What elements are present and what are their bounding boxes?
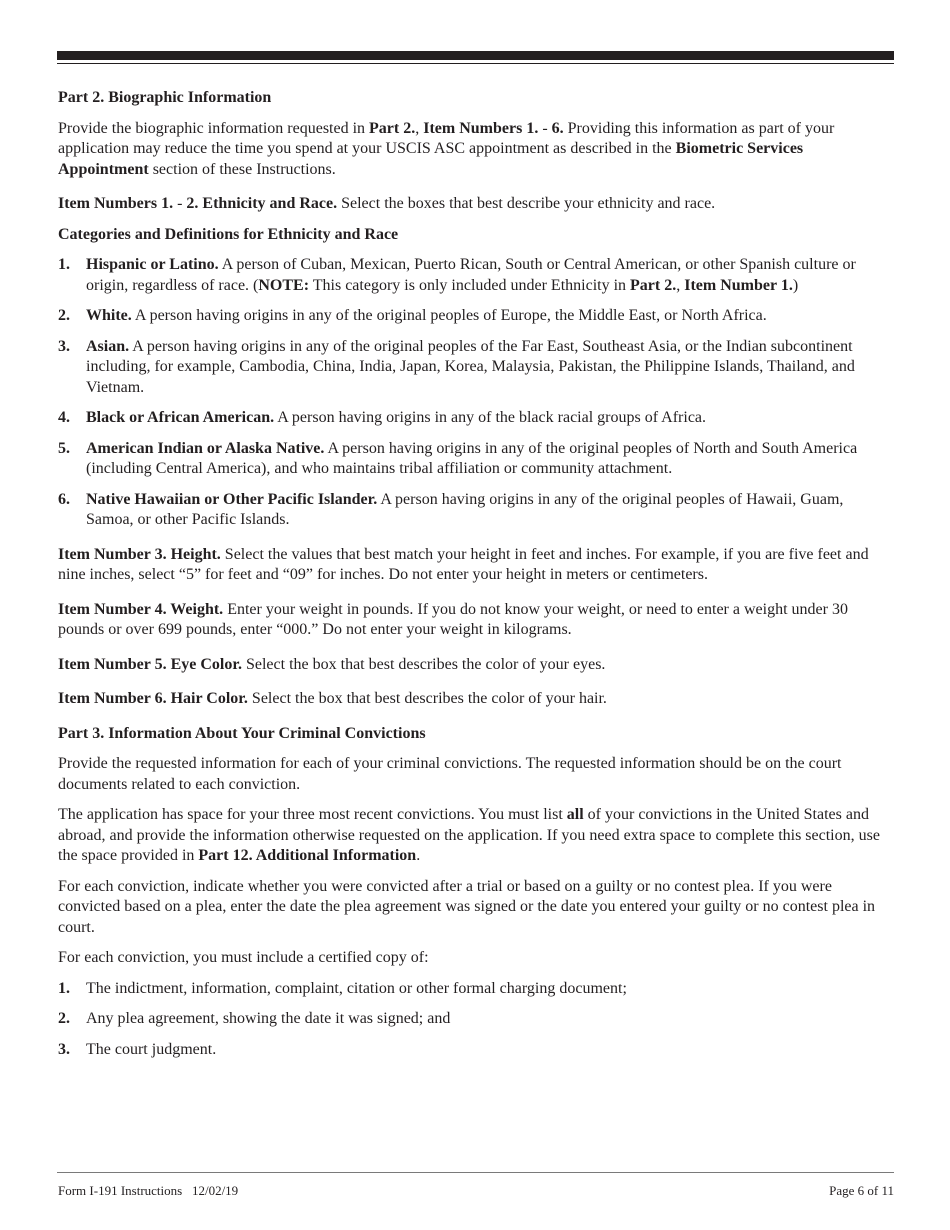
part2-intro: Provide the biographic information requested in Part 2., Item Numbers 1. - 6. Providing this information as part of your application may reduce the time you spend at your USCIS ASC appointment as described in the Biometric Services Appointment section of these Instructions.: [58, 119, 835, 178]
part3-paragraph-1: Provide the requested information for each of your criminal convictions. The requested information should be on the court documents related to each conviction.: [58, 755, 842, 793]
certified-copy-list: [58, 979, 894, 1061]
footer-page-number: Page 6 of 11: [829, 1183, 894, 1198]
footer-form-label: Form I-191 Instructions 12/02/19: [58, 1183, 239, 1198]
header-thin-rule: [57, 63, 894, 64]
categories-heading: Categories and Definitions for Ethnicity and Race: [58, 225, 399, 243]
item-number-3-paragraph: Item Number 3. Height. Select the values that best match your height in feet and inches. For example, if you are five feet and nine inches, select “5” for feet and “09” for inches. Do not enter your height in meters or centimeters.: [58, 545, 869, 583]
list-item: 4. Black or African American. A person having origins in any of the black racial groups of Africa.: [58, 409, 707, 426]
item-numbers-1-2-paragraph: Item Numbers 1. - 2. Ethnicity and Race. Select the boxes that best describe your ethnicity and race.: [58, 195, 716, 212]
part3-paragraph-2: The application has space for your three most recent convictions. You must list all of your convictions in the United States and abroad, and provide the information otherwise requested on the application. If you need extra space to complete this section, use the space provided in Part 12. Additional Information.: [58, 806, 880, 864]
part2-heading: Part 2. Biographic Information: [58, 89, 272, 106]
part3-paragraph-4: For each conviction, you must include a certified copy of:: [58, 949, 429, 966]
part3-heading: Part 3. Information About Your Criminal Convictions: [58, 724, 426, 742]
footer-rule: [57, 1172, 894, 1173]
header-thick-rule: [57, 51, 894, 60]
part3-paragraph-3: For each conviction, indicate whether you were convicted after a trial or based on a guilty or no contest plea. If you were convicted based on a plea, enter the date the plea agreement was signed or the date you entered your guilty or no contest plea in court.: [58, 877, 876, 936]
list-item: 3. The court judgment.: [58, 1040, 217, 1058]
list-item: 1. The indictment, information, complaint, citation or other formal charging document;: [58, 979, 627, 997]
page-content: [58, 88, 894, 1070]
item-number-6-paragraph: Item Number 6. Hair Color. Select the box that best describes the color of your hair.: [58, 690, 607, 707]
item-number-4-paragraph: Item Number 4. Weight. Enter your weight in pounds. If you do not know your weight, or need to enter a weight under 30 pounds or over 699 pounds, enter “000.” Do not enter your weight in kilograms.: [58, 600, 848, 638]
list-item: 2. Any plea agreement, showing the date it was signed; and: [58, 1010, 451, 1027]
list-item: 5. American Indian or Alaska Native. A person having origins in any of the original peoples of North and South America (including Central America), and who maintains tribal affiliation or community attachment.: [58, 439, 858, 477]
list-item: 2. White. A person having origins in any of the original peoples of Europe, the Middle East, or North Africa.: [58, 307, 767, 324]
list-item: 3. Asian. A person having origins in any of the original peoples of the Far East, Southeast Asia, or the Indian subcontinent including, for example, Cambodia, China, India, Japan, Korea, Malaysia, Pakistan, the Philippine Islands, Thailand, and Vietnam.: [58, 337, 855, 396]
list-item: 6. Native Hawaiian or Other Pacific Islander. A person having origins in any of the original peoples of Hawaii, Guam, Samoa, or other Pacific Islands.: [58, 490, 844, 528]
item-number-5-paragraph: Item Number 5. Eye Color. Select the box that best describes the color of your eyes.: [58, 655, 606, 673]
ethnicity-race-list: [58, 255, 894, 531]
list-item: 1. Hispanic or Latino. A person of Cuban, Mexican, Puerto Rican, South or Central American, or other Spanish culture or origin, regardless of race. (NOTE: This category is only included under Ethnicity in Part 2., Item Number 1.): [58, 256, 856, 294]
